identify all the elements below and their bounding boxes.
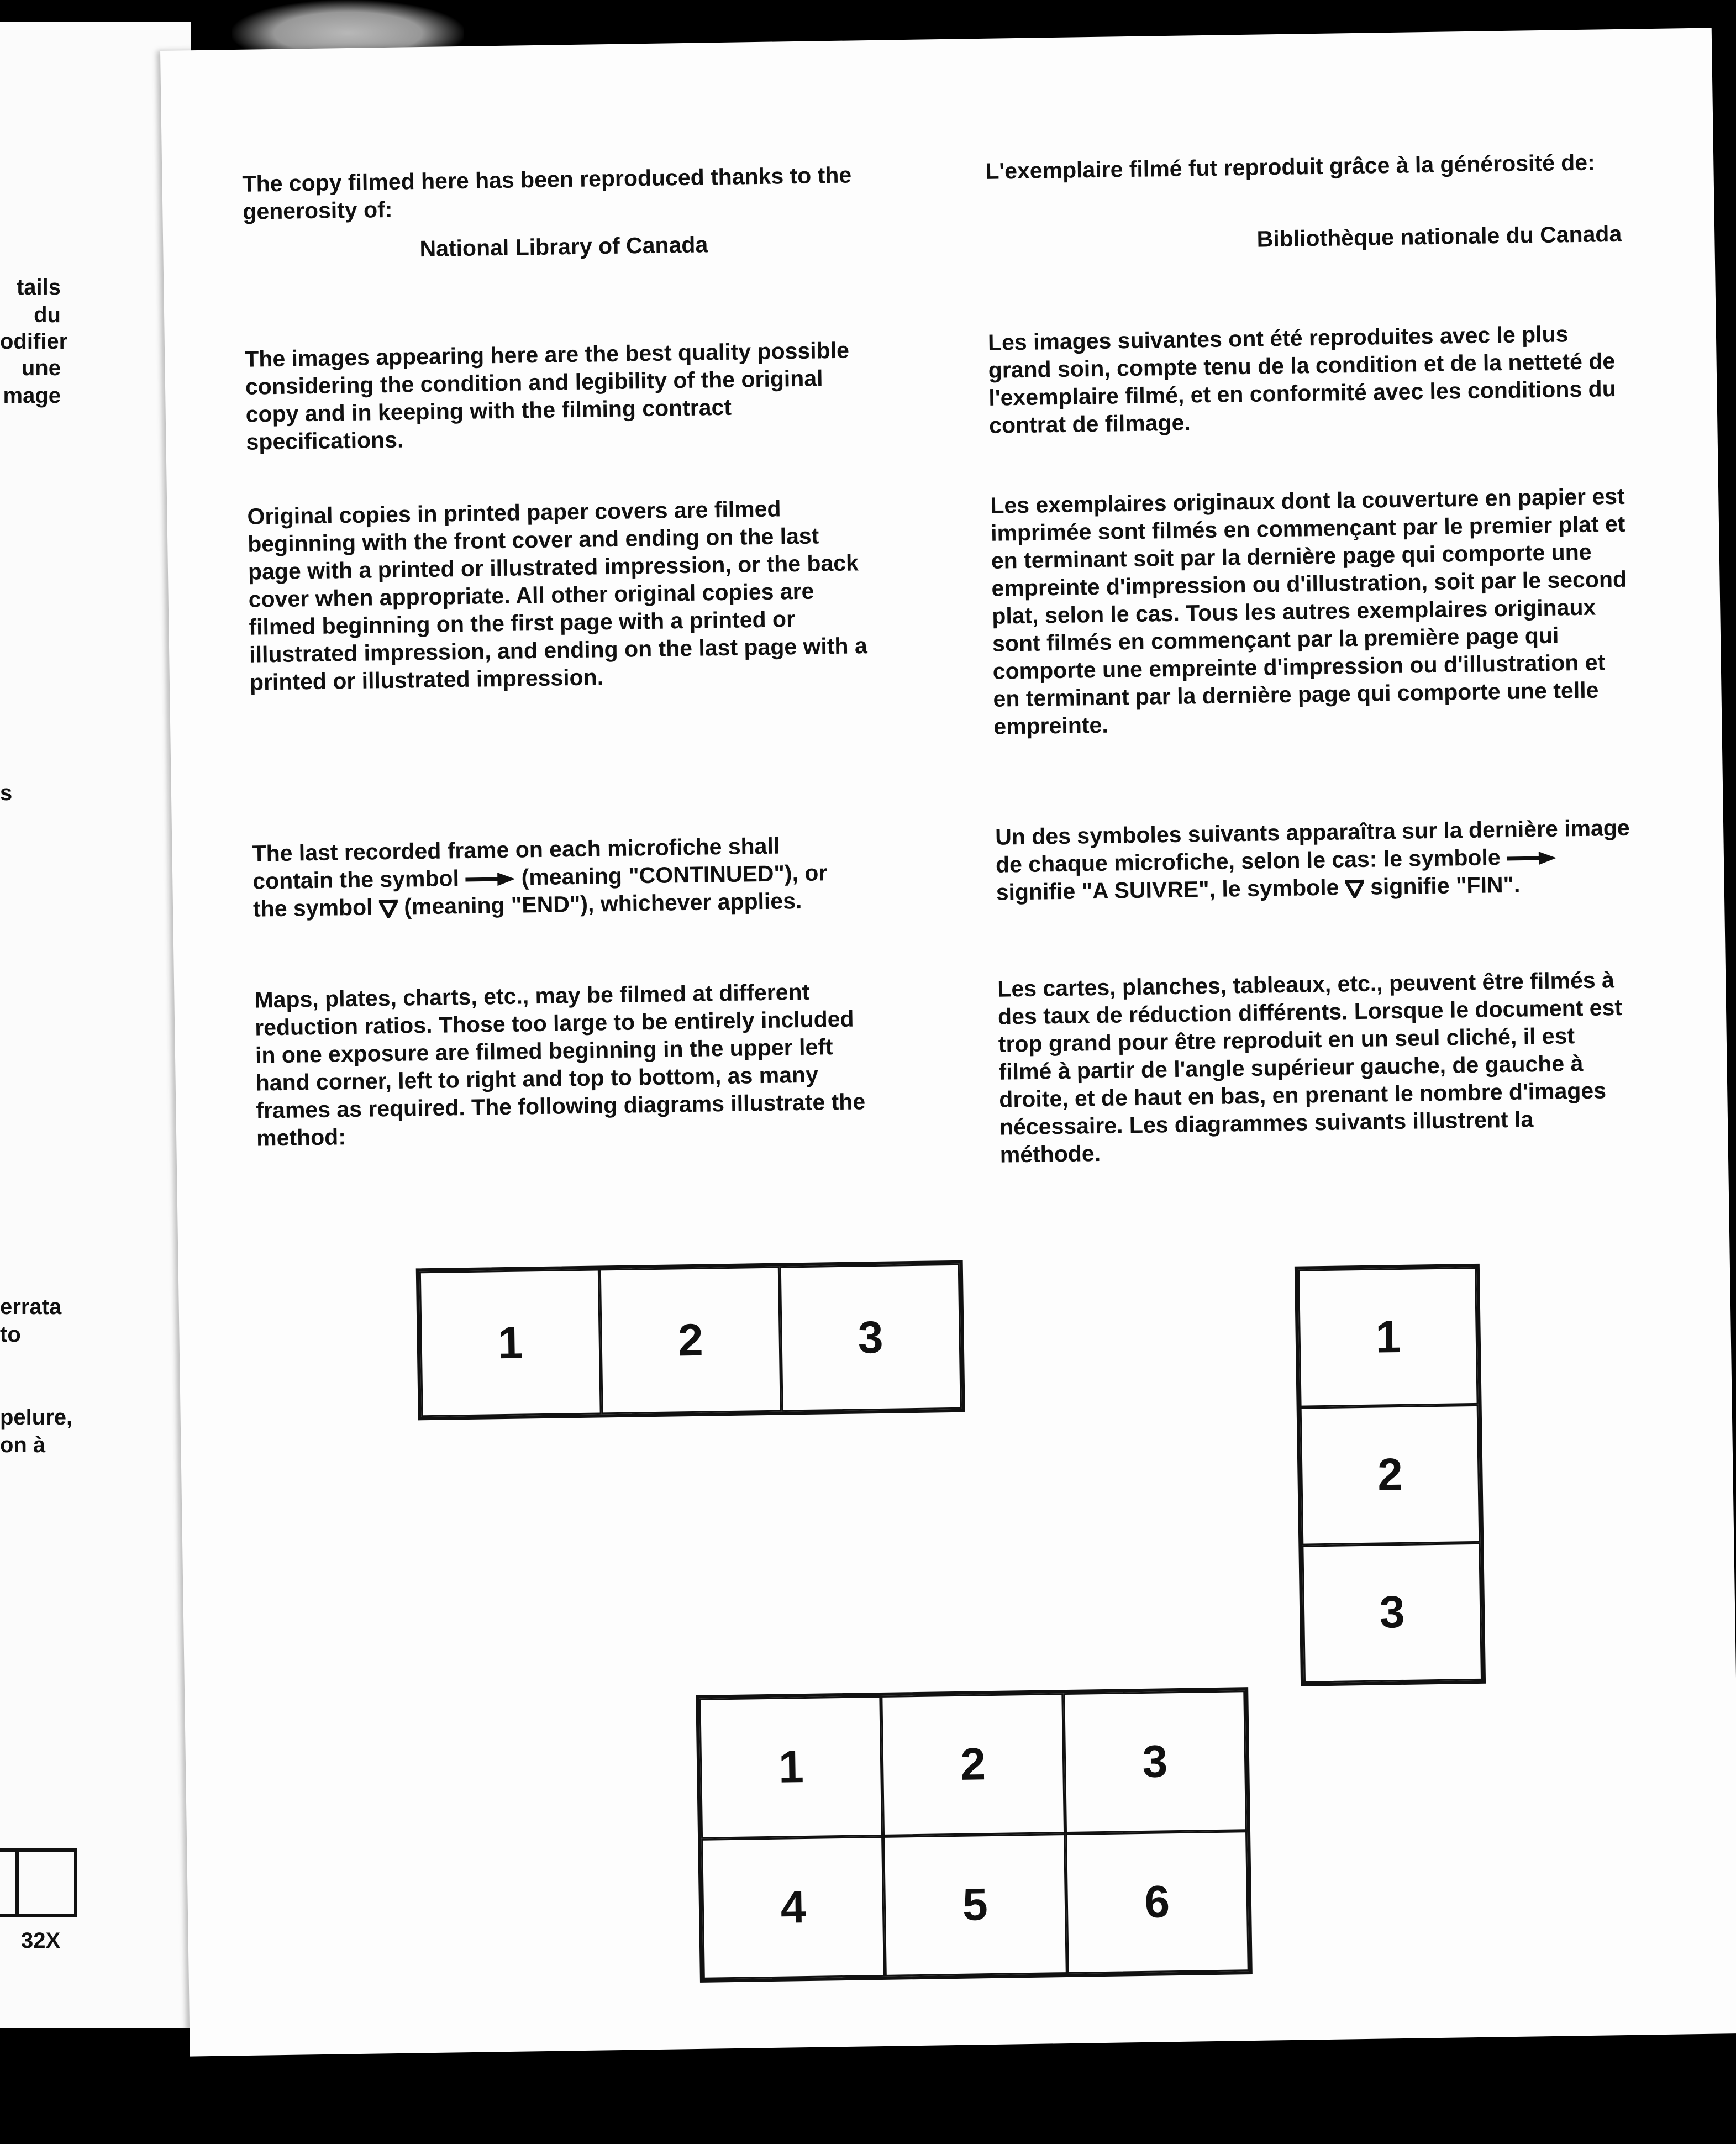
diagram-cell: 2: [599, 1267, 782, 1415]
arrow-right-icon: [465, 873, 515, 886]
left-fragment: du: [34, 303, 61, 327]
left-fragment: odifier: [0, 329, 68, 354]
left-fragment: pelure,: [0, 1405, 73, 1430]
diagram-cell: 1: [699, 1696, 883, 1839]
english-originals-paragraph: Original copies in printed paper covers are filmed beginning with the front cover and ending on the last page with a printed or illustrated impression, or the back cover when appropriate. All other original copies are filmed beginning on the first page with a printed or illustrated impression, and ending on the last page with a printed or illustrated impression.: [247, 496, 868, 695]
left-fragment: mage: [3, 383, 61, 408]
french-quality-paragraph: Les images suivantes ont été reproduites avec le plus grand soin, compte tenu de la condition et de la netteté de l'exemplaire filmé, et en conformité avec les conditions du contrat de filmage.: [987, 321, 1617, 438]
triangle-down-icon: [1345, 879, 1365, 898]
left-resolution-label: 32X: [21, 1928, 61, 1953]
french-acknowledgement: L'exemplaire filmé fut reproduit grâce à la générosité de:: [985, 149, 1596, 184]
english-library-name: National Library of Canada: [419, 232, 708, 262]
french-maps-paragraph: Les cartes, planches, tableaux, etc., peuvent être filmés à des taux de réduction différents. Lorsque le document est trop grand pour être reproduit en un seul cliché, il est filmé à partir de l'angle supérieur gauche, de gauche à droite, et de haut en bas, en prenant le nombre d'images nécessaire. Les diagrammes suivants illustrent la méthode.: [997, 967, 1623, 1168]
english-quality-paragraph: The images appearing here are the best quality possible considering the condition and legibility of the original copy and in keeping with the filming contract specifications.: [244, 337, 850, 455]
left-fragment: errata: [0, 1295, 62, 1319]
diagram-cell: 1: [1298, 1267, 1479, 1407]
diagram-grid: [696, 1687, 1253, 1983]
french-symbol-paragraph: Un des symboles suivants apparaîtra sur la dernière image de chaque microfiche, selon le cas: le symbole signifie "A SUIVRE", le symbole signifie "FIN".: [995, 814, 1630, 905]
left-fragment: s: [0, 781, 13, 805]
left-fragment: on à: [0, 1433, 46, 1457]
left-fragment: to: [0, 1322, 21, 1347]
english-maps-paragraph: Maps, plates, charts, etc., may be filmed at different reduction ratios. Those too large to be entirely included in one exposure are filmed beginning in the upper left hand corner, left to right and top to bottom, as many frames as required. The following diagrams illustrate the method:: [254, 979, 866, 1151]
english-symbol-paragraph: The last recorded frame on each microfiche shall contain the symbol (meaning "CONTINUED"), or the symbol (meaning "END"), whichever applies.: [252, 833, 828, 922]
arrow-right-icon: [1507, 852, 1556, 865]
left-fragment: tails: [16, 275, 61, 299]
diagram-cell: 3: [1063, 1690, 1247, 1833]
diagram-vertical: [1295, 1264, 1486, 1686]
diagram-cell: 2: [1300, 1405, 1481, 1545]
diagram-cell: 4: [701, 1836, 885, 1979]
diagram-cell: 5: [883, 1833, 1067, 1977]
diagram-cell: 2: [881, 1693, 1065, 1836]
left-page-edge: [0, 22, 191, 2028]
diagram-cell: 6: [1065, 1831, 1249, 1974]
diagram-horizontal: [416, 1260, 965, 1421]
diagram-cell: 3: [1302, 1543, 1482, 1683]
main-page: [160, 28, 1736, 2056]
diagram-cell: 1: [419, 1269, 602, 1417]
left-resolution-box: [0, 1848, 77, 1917]
left-fragment: une: [21, 356, 61, 380]
triangle-down-icon: [379, 899, 398, 918]
french-originals-paragraph: Les exemplaires originaux dont la couverture en papier est imprimée sont filmés en commençant par le premier plat et en terminant soit par la dernière page qui comporte une empreinte d'impression ou d'illustration, soit par le second plat, selon le cas. Tous les autres exemplaires originaux sont filmés en commençant par la première page qui comporte une empreinte d'impression ou d'illustration et en terminant par la dernière page qui comporte une telle empreinte.: [990, 483, 1627, 739]
english-acknowledgement: The copy filmed here has been reproduced thanks to the generosity of:: [242, 162, 852, 224]
french-library-name: Bibliothèque nationale du Canada: [1256, 220, 1622, 252]
diagram-cell: 3: [780, 1264, 962, 1412]
